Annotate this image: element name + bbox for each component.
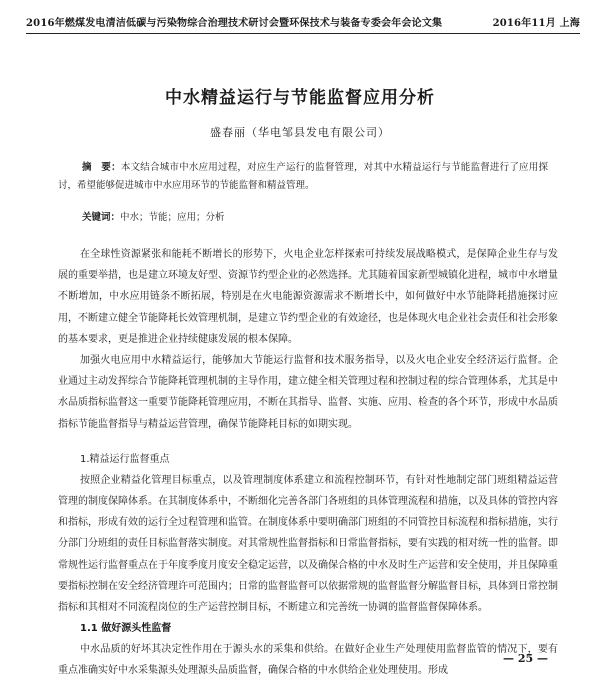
article-title: 中水精益运行与节能监督应用分析 xyxy=(165,88,435,108)
page-number: — 25 — xyxy=(503,652,548,665)
keywords-text: 中水；节能；应用；分析 xyxy=(120,212,225,223)
section-heading-1: 1.精益运行监督重点 xyxy=(80,453,170,465)
header-date: 2016年11月 上海 xyxy=(492,18,580,29)
header-proceedings-title: 2016年燃煤发电清洁低碳与污染物综合治理技术研讨会暨环保技术与装备专委会年会论文集 xyxy=(26,18,443,29)
body-paragraph-2: 加强火电应用中水精益运行，能够加大节能运行监督和技术服务指导，以及火电企业安全经济运行监督。企业通过主动发挥综合节能降耗管理机制的主导作用，建立健全相关管理过程和控制过程的综合管理体系，尤其是中水品质指标监督这一重要节能降耗管理应用，不断在其指导、监督、实施、应用、检查的各个环节，形成中水品质指标节能监督指导与精益运营管理，确保节能降耗目标的如期实现。 xyxy=(58,355,558,430)
running-header xyxy=(26,14,580,29)
keywords xyxy=(82,209,548,227)
header-rule xyxy=(26,33,580,34)
article-body xyxy=(58,244,558,682)
keywords-label: 关键词： xyxy=(82,212,121,223)
body-paragraph-4: 中水品质的好坏其决定性作用在于源头水的采集和供给。在做好企业生产处理使用监督监管的情况下，要有重点准确实好中水采集源头处理源头品质监督，确保合格的中水供给企业处理使用。形成 xyxy=(58,644,558,677)
body-paragraph-1: 在全球性资源紧张和能耗不断增长的形势下，火电企业怎样探索可持续发展战略模式，是保障企业生存与发展的重要举措，也是建立环境友好型、资源节约型企业的必然选择。尤其随着国家新型城镇化进程，城市中水增量不断增加，中水应用链条不断拓展，特别是在火电能源资源需求不断增长中，如何做好中水节能降耗措施探讨应用，不断建立健全节能降耗长效管理机制，是建立节约型企业的有效途径，也是体现火电企业社会责任和社会形象的基本要求，更是推进企业持续健康发展的根本保障。 xyxy=(58,249,558,345)
subsection-heading-1-1: 1.1 做好源头性监督 xyxy=(80,623,172,635)
body-paragraph-3: 按照企业精益化管理目标重点，以及管理制度体系建立和流程控制环节，有针对性地制定部门班组精益运营管理的制度保障体系。在其制度体系中，不断细化完善各部门各班组的具体管理流程和措施，以及具体的管控内容和指标，形成有效的运行全过程管理和监管。在制度体系中要明确部门班组的不同管控目标流程和指标措施，实行分部门分班组的责任目标监督落实制度。对其常规性监督指标和日常监督指标，要有实践的相对统一性的监督。即常规性运行监督重点在于年度季度月度安全稳定运营，以及确保合格的中水及时生产运营和安全使用，并且保障重要指标控制在安全经济管理许可范围内；日常的监督监督可以依据常规的监督监督分解监督目标，具体到日常控制指标和其相对不同流程岗位的生产运营控制目标，不断建立和完善统一协调的监督监督保障体系。 xyxy=(58,474,558,614)
abstract xyxy=(58,159,548,195)
article-author: 盛春丽（华电邹县发电有限公司） xyxy=(210,126,390,139)
abstract-label: 摘 要： xyxy=(82,162,121,173)
abstract-text: 本文结合城市中水应用过程，对应生产运行的监督管理，对其中水精益运行与节能监督进行了应用探讨，希望能够促进城市中水应用环节的节能监督和精益管理。 xyxy=(58,162,548,191)
